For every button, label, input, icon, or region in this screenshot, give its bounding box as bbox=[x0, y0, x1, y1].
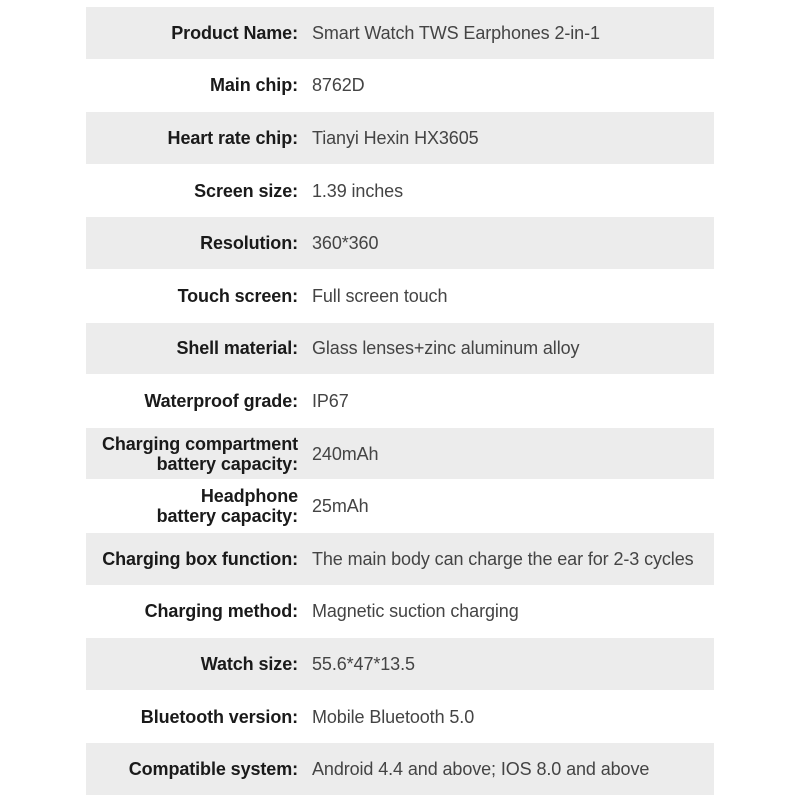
spec-row-waterproof-grade bbox=[86, 374, 714, 427]
spec-row-shell-material bbox=[86, 322, 714, 375]
spec-label: Main chip: bbox=[210, 75, 298, 96]
spec-label: Waterproof grade: bbox=[144, 390, 298, 411]
spec-label: Screen size: bbox=[194, 180, 298, 201]
spec-value: Android 4.4 and above; IOS 8.0 and above bbox=[312, 759, 650, 780]
spec-label: Touch screen: bbox=[177, 285, 298, 306]
spec-value: 1.39 inches bbox=[312, 180, 403, 201]
spec-row-charging-compartment-capacity bbox=[86, 427, 714, 480]
spec-label: Product Name: bbox=[171, 22, 298, 43]
spec-label: Resolution: bbox=[200, 233, 298, 254]
spec-value: 8762D bbox=[312, 75, 365, 96]
spec-label: Headphone battery capacity: bbox=[156, 486, 298, 527]
spec-row-heart-rate-chip bbox=[86, 111, 714, 164]
spec-value: Mobile Bluetooth 5.0 bbox=[312, 706, 475, 727]
spec-row-watch-size bbox=[86, 637, 714, 690]
spec-row-main-chip bbox=[86, 59, 714, 112]
spec-value: Full screen touch bbox=[312, 285, 448, 306]
spec-row-headphone-capacity bbox=[86, 479, 714, 532]
spec-value: 360*360 bbox=[312, 233, 379, 254]
spec-row-compatible-system bbox=[86, 742, 714, 795]
spec-label: Watch size: bbox=[200, 653, 298, 674]
spec-row-bluetooth-version bbox=[86, 690, 714, 743]
spec-label: Charging box function: bbox=[102, 548, 298, 569]
spec-value: IP67 bbox=[312, 390, 349, 411]
spec-value: Smart Watch TWS Earphones 2-in-1 bbox=[312, 22, 600, 43]
spec-table bbox=[86, 6, 714, 795]
spec-value: 240mAh bbox=[312, 443, 379, 464]
spec-label: Charging method: bbox=[144, 601, 298, 622]
spec-row-product-name bbox=[86, 6, 714, 59]
spec-value: Magnetic suction charging bbox=[312, 601, 519, 622]
spec-label: Charging compartment battery capacity: bbox=[101, 433, 298, 474]
spec-value: Glass lenses+zinc aluminum alloy bbox=[312, 338, 580, 359]
spec-value: The main body can charge the ear for 2-3 cycles bbox=[312, 548, 694, 569]
spec-row-screen-size bbox=[86, 164, 714, 217]
spec-row-resolution bbox=[86, 216, 714, 269]
spec-label: Shell material: bbox=[176, 338, 298, 359]
spec-row-charging-box-function bbox=[86, 532, 714, 585]
spec-label: Compatible system: bbox=[128, 759, 298, 780]
spec-row-charging-method bbox=[86, 585, 714, 638]
spec-label: Bluetooth version: bbox=[140, 706, 298, 727]
spec-row-touch-screen bbox=[86, 269, 714, 322]
spec-value: Tianyi Hexin HX3605 bbox=[312, 127, 479, 148]
spec-value: 55.6*47*13.5 bbox=[312, 653, 415, 674]
spec-value: 25mAh bbox=[312, 496, 369, 517]
spec-label: Heart rate chip: bbox=[167, 127, 298, 148]
